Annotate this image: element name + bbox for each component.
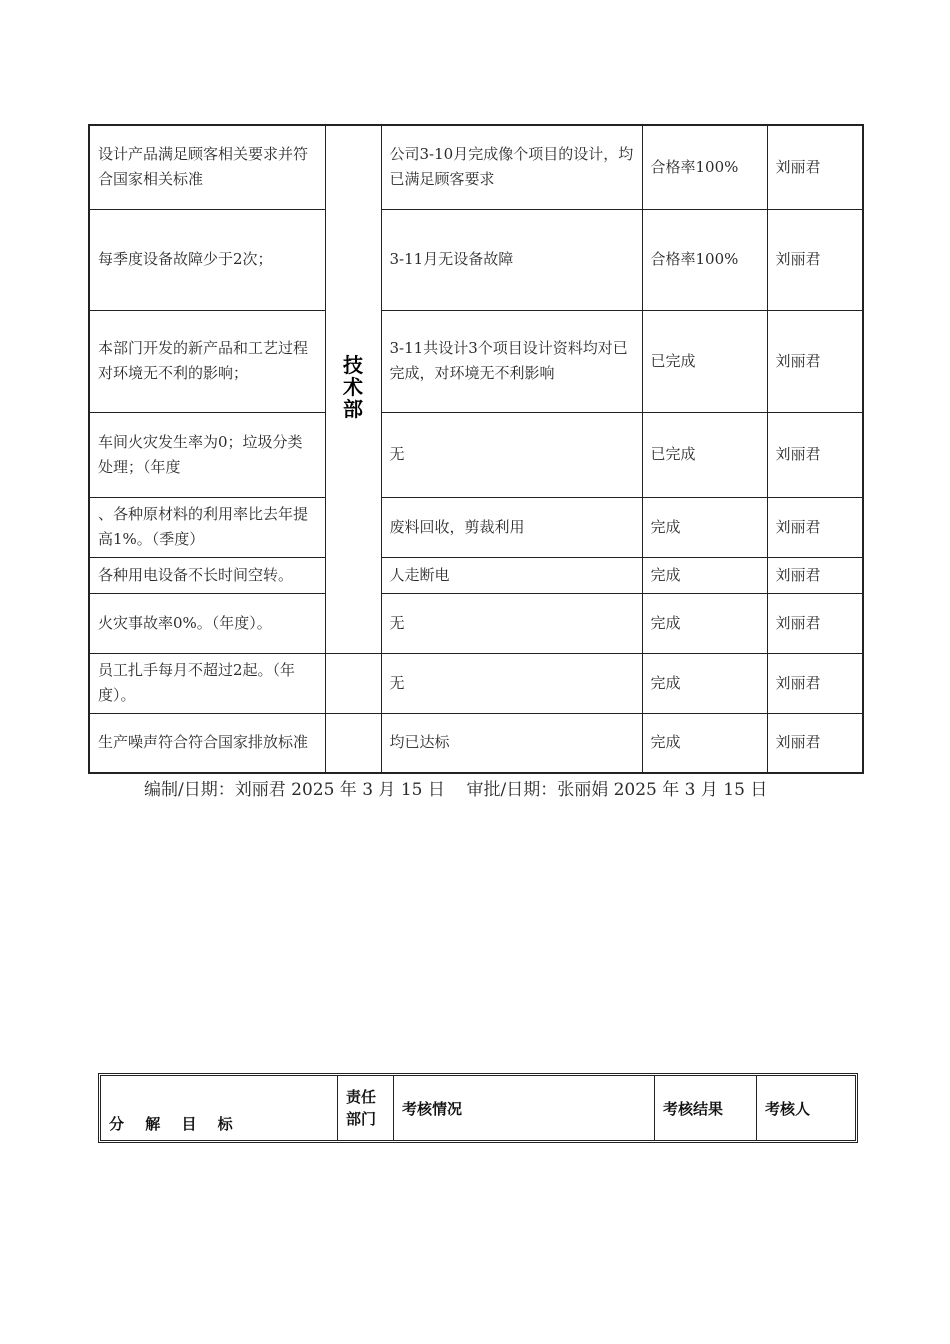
header-department: 责任部门 — [338, 1076, 394, 1140]
table-row — [89, 209, 863, 310]
header-situation: 考核情况 — [394, 1076, 655, 1140]
table-row — [89, 593, 863, 653]
assessor-cell: 刘丽君 — [767, 310, 863, 412]
goal-cell: 设计产品满足顾客相关要求并符合国家相关标准 — [89, 125, 325, 209]
result-cell: 已完成 — [642, 310, 767, 412]
situation-cell: 3-11月无设备故障 — [381, 209, 642, 310]
goal-cell: 火灾事故率0%。（年度）。 — [89, 593, 325, 653]
header-result: 考核结果 — [655, 1076, 757, 1140]
table-row — [89, 125, 863, 209]
second-table-header — [98, 1073, 858, 1143]
situation-cell: 人走断电 — [381, 557, 642, 593]
header-goal: 分 解 目 标 — [101, 1076, 338, 1140]
goal-cell: 车间火灾发生率为0；垃圾分类处理；（年度 — [89, 412, 325, 497]
department-cell-empty — [325, 713, 381, 773]
table-row — [89, 412, 863, 497]
situation-cell: 废料回收，剪裁利用 — [381, 497, 642, 557]
goal-cell: 每季度设备故障少于2次； — [89, 209, 325, 310]
situation-cell: 3-11共设计3个项目设计资料均对已完成，对环境无不利影响 — [381, 310, 642, 412]
assessor-cell: 刘丽君 — [767, 412, 863, 497]
header-row — [101, 1076, 855, 1140]
signature-date-line: 编制/日期：刘丽君 2025 年 3 月 15 日 审批/日期：张丽娟 2025 年 3 月 15 日 — [144, 780, 768, 800]
department-cell-empty — [325, 653, 381, 713]
goal-cell: 生产噪声符合符合国家排放标准 — [89, 713, 325, 773]
assessor-cell: 刘丽君 — [767, 593, 863, 653]
table-row — [89, 497, 863, 557]
assessor-cell: 刘丽君 — [767, 209, 863, 310]
result-cell: 完成 — [642, 557, 767, 593]
situation-cell: 无 — [381, 412, 642, 497]
result-cell: 合格率100% — [642, 209, 767, 310]
result-cell: 合格率100% — [642, 125, 767, 209]
assessor-cell: 刘丽君 — [767, 497, 863, 557]
result-cell: 完成 — [642, 497, 767, 557]
department-label: 技术部 — [343, 353, 363, 422]
header-assessor: 考核人 — [765, 1099, 811, 1118]
table-row — [89, 557, 863, 593]
goal-cell: 、各种原材料的利用率比去年提高1%。（季度） — [89, 497, 325, 557]
situation-cell: 均已达标 — [381, 713, 642, 773]
assessor-cell: 刘丽君 — [767, 125, 863, 209]
assessor-cell: 刘丽君 — [767, 557, 863, 593]
table-row — [89, 653, 863, 713]
result-cell: 完成 — [642, 593, 767, 653]
table-row — [89, 713, 863, 773]
department-cell — [325, 125, 381, 653]
goal-cell: 员工扎手每月不超过2起。（年度）。 — [89, 653, 325, 713]
assessor-cell: 刘丽君 — [767, 713, 863, 773]
situation-cell: 无 — [381, 653, 642, 713]
table-row — [89, 310, 863, 412]
assessment-table — [88, 124, 864, 774]
situation-cell: 公司3-10月完成像个项目的设计，均已满足顾客要求 — [381, 125, 642, 209]
goal-cell: 各种用电设备不长时间空转。 — [89, 557, 325, 593]
result-cell: 完成 — [642, 713, 767, 773]
result-cell: 完成 — [642, 653, 767, 713]
result-cell: 已完成 — [642, 412, 767, 497]
goal-cell: 本部门开发的新产品和工艺过程对环境无不利的影响； — [89, 310, 325, 412]
situation-cell: 无 — [381, 593, 642, 653]
assessor-cell: 刘丽君 — [767, 653, 863, 713]
